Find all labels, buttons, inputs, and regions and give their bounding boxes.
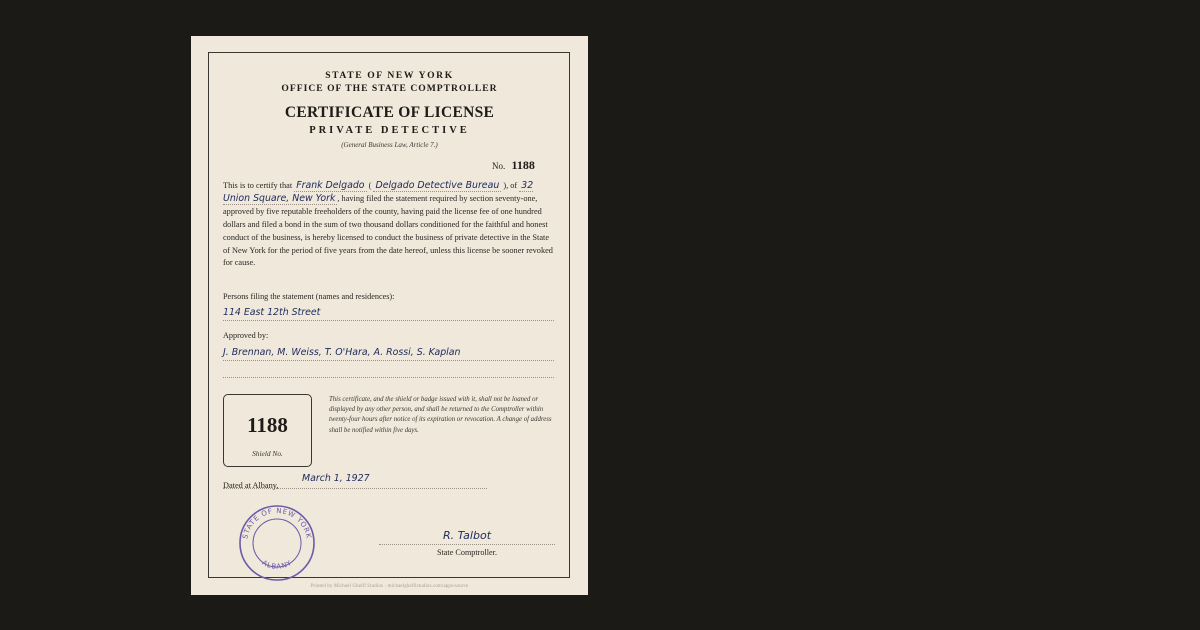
printer-footer: Printed by Michael Ghelfi Studios · michaelghelfistudios.com/apps/source <box>310 584 469 589</box>
certificate-subtitle: PRIVATE DETECTIVE <box>309 125 470 136</box>
persons-label: Persons filing the statement (names and residences): <box>223 292 395 301</box>
body-intro: This is to certify that <box>223 181 293 190</box>
paren-close: ), of <box>501 181 518 190</box>
approved-blank-line <box>223 363 554 378</box>
state-heading: STATE OF NEW YORK <box>325 70 454 81</box>
licensee-address: 32 Union Square, New York <box>223 180 534 204</box>
dated-label: Dated at Albany, <box>223 481 279 490</box>
number-prefix: No. <box>492 161 506 171</box>
dated-date: March 1, 1927 <box>302 473 370 484</box>
body-main: , having filed the statement required by section seventy-one, approved by five reputable freeholders of the county, having paid the license fee of one hundred dollars and filed a bond in the sum of two thousand dollars conditioned for the faithful and honest conduct of the business, is hereby licensed to conduct the business of private detective in the State of New York for the period of five years from the date hereof, unless this license be sooner revoked for cause. <box>223 193 553 268</box>
office-heading: OFFICE OF THE STATE COMPTROLLER <box>281 83 498 94</box>
comptroller-signature: R. Talbot <box>442 529 492 542</box>
shield-box <box>223 394 312 467</box>
certification-paragraph <box>223 180 554 270</box>
approved-value: J. Brennan, M. Weiss, T. O'Hara, A. Rossi, S. Kaplan <box>223 346 554 361</box>
albany-seal-stamp <box>237 503 317 583</box>
paren-open: ( <box>366 181 374 190</box>
certificate-number <box>492 158 535 173</box>
law-reference: (General Business Law, Article 7.) <box>341 141 438 149</box>
seal-top-text: STATE OF NEW YORK <box>241 506 313 540</box>
shield-number: 1188 <box>247 413 288 437</box>
signature-title: State Comptroller. <box>436 548 498 557</box>
seal-bottom-text: ALBANY <box>260 558 294 571</box>
certificate-title: CERTIFICATE OF LICENSE <box>284 104 495 121</box>
approved-label: Approved by: <box>223 331 269 340</box>
certificate-sheet <box>191 36 588 595</box>
signature-line <box>379 544 555 545</box>
bureau-name: Delgado Detective Bureau <box>375 180 500 191</box>
notice-text: This certificate, and the shield or badge issued with it, shall not be loaned or displayed by any other person, and shall be returned to the Comptroller within twenty-four hours after notice of its expiration or revocation. A change of address shall be notified within five days. <box>329 396 552 434</box>
number-value: 1188 <box>511 158 535 172</box>
shield-label: Shield No. <box>252 449 283 458</box>
licensee-name: Frank Delgado <box>296 180 365 191</box>
persons-value: 114 East 12th Street <box>223 306 554 321</box>
dated-line <box>223 475 487 489</box>
